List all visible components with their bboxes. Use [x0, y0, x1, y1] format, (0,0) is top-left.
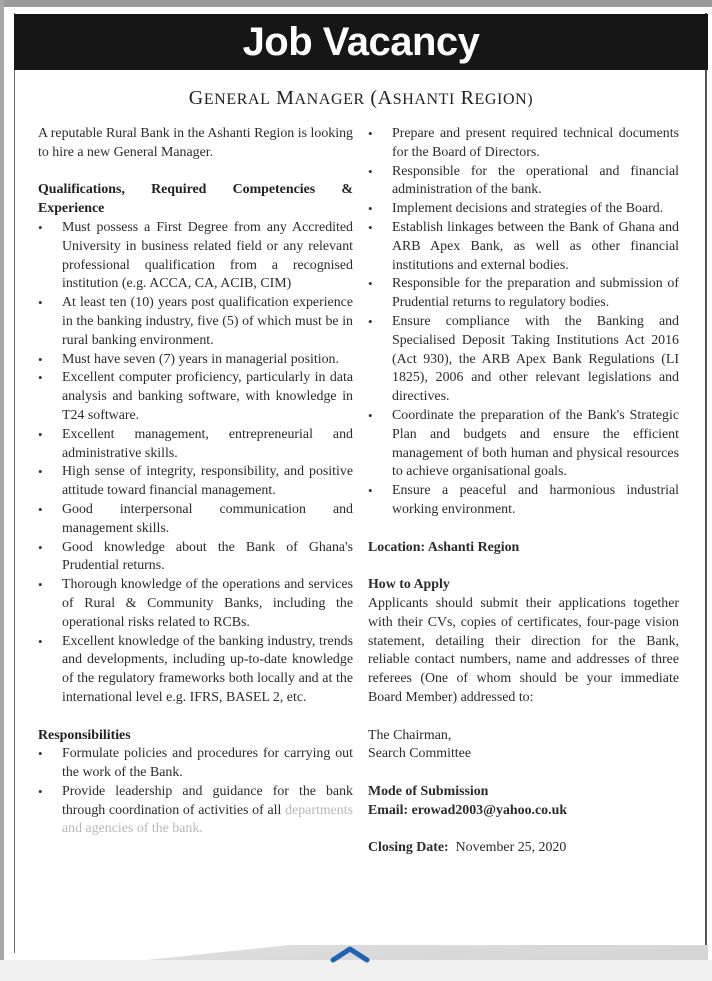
submission-email[interactable]: Email: erowad2003@yahoo.co.uk	[368, 802, 568, 818]
header-bar	[14, 14, 708, 70]
list-item: • Excellent management, entrepreneurial and administrative skills.	[38, 426, 353, 464]
closing-date-value: November 25, 2020	[455, 840, 567, 856]
job-title	[14, 87, 708, 110]
address-line-1: The Chairman,	[368, 727, 452, 743]
intro-paragraph: A reputable Rural Bank in the Ashanti Region is looking to hire a new General Manager.	[38, 126, 353, 160]
chevron-up-icon	[328, 941, 372, 965]
job-title-text: GENERAL MANAGER (ASHANTI REGION)	[188, 87, 534, 109]
submission-heading: Mode of Submission	[368, 783, 489, 799]
list-item: • Implement decisions and strategies of the Board.	[368, 200, 679, 219]
list-item: • Formulate policies and procedures for carrying out the work of the Bank.	[38, 745, 353, 783]
small-caps-segment: ANAGER	[294, 91, 365, 108]
small-caps-segment: SHANTI	[392, 91, 455, 108]
list-item: • Thorough knowledge of the operations and services of Rural & Community Banks, including the operational risks related to RCBs.	[38, 576, 353, 632]
list-item-text: Provide leadership and guidance for the bank through coordination of activities of all	[62, 783, 353, 818]
list-item: • Good knowledge about the Bank of Ghana's Prudential returns.	[38, 539, 353, 577]
small-caps-segment: ENERAL	[203, 91, 271, 108]
page-title: Job Vacancy	[242, 19, 480, 64]
faded-text: departments and agencies of the bank.	[62, 802, 353, 837]
list-item: • Prepare and present required technical documents for the Board of Directors.	[368, 125, 679, 163]
list-item: • Ensure a peaceful and harmonious industrial working environment.	[368, 482, 679, 520]
responsibilities-heading: Responsibilities	[38, 727, 131, 743]
address-line-2: Search Committee	[368, 746, 471, 762]
qualifications-heading: Qualifications, Required Competencies & Experience	[38, 182, 353, 217]
small-caps-segment: EGION)	[474, 91, 534, 108]
list-item: • At least ten (10) years post qualification experience in the banking industry, five (5) of which must be in rural banking environment.	[38, 294, 353, 350]
location: Location: Ashanti Region	[368, 539, 520, 555]
right-column	[368, 125, 679, 858]
document-page	[4, 7, 712, 960]
how-to-apply-body: Applicants should submit their applications together with their CVs, copies of certificates, four-page vision statement, detailing their direction for the Bank, reliable contact numbers, name and addresses of three referees (One of whom should be your immediate Board Member) addressed to:	[368, 595, 679, 705]
list-item: • Coordinate the preparation of the Bank's Strategic Plan and budgets and ensure the efficient management of both human and physical resources to achieve organisational goals.	[368, 407, 679, 482]
left-column	[38, 125, 353, 839]
list-item: • Must have seven (7) years in managerial position.	[38, 351, 353, 370]
scroll-up-button[interactable]	[328, 941, 372, 965]
how-to-apply-heading: How to Apply	[368, 577, 450, 593]
closing-date-label: Closing Date:	[368, 840, 449, 856]
list-item: • Establish linkages between the Bank of Ghana and ARB Apex Bank, as well as other financial institutions and external bodies.	[368, 219, 679, 275]
list-item: • Responsible for the operational and financial administration of the bank.	[368, 163, 679, 201]
list-item: • Excellent computer proficiency, particularly in data analysis and banking software, with knowledge in T24 software.	[38, 369, 353, 425]
list-item: • Ensure compliance with the Banking and Specialised Deposit Taking Institutions Act 2016 (Act 930), the ARB Apex Bank Regulations (LI 1825), 2006 and other relevant legislations and directives.	[368, 313, 679, 407]
responsibilities-list-left	[38, 745, 353, 839]
list-item: • Responsible for the preparation and submission of Prudential returns to regulatory bodies.	[368, 275, 679, 313]
list-item: • Must possess a First Degree from any Accredited University in business related field or any relevant professional qualification from a recognised institution (e.g. ACCA, CA, ACIB, CIM)	[38, 219, 353, 294]
list-item: • Excellent knowledge of the banking industry, trends and developments, including up-to-date knowledge of the regulatory frameworks both locally and at the international level e.g. IFRS, BASEL 2, etc.	[38, 633, 353, 708]
list-item	[38, 783, 353, 839]
viewer-top-frame	[0, 0, 712, 7]
closing-date	[368, 839, 679, 858]
qualifications-list	[38, 219, 353, 708]
list-item: • High sense of integrity, responsibility, and positive attitude toward financial management.	[38, 463, 353, 501]
list-item: • Good interpersonal communication and management skills.	[38, 501, 353, 539]
responsibilities-list-right	[368, 125, 679, 520]
